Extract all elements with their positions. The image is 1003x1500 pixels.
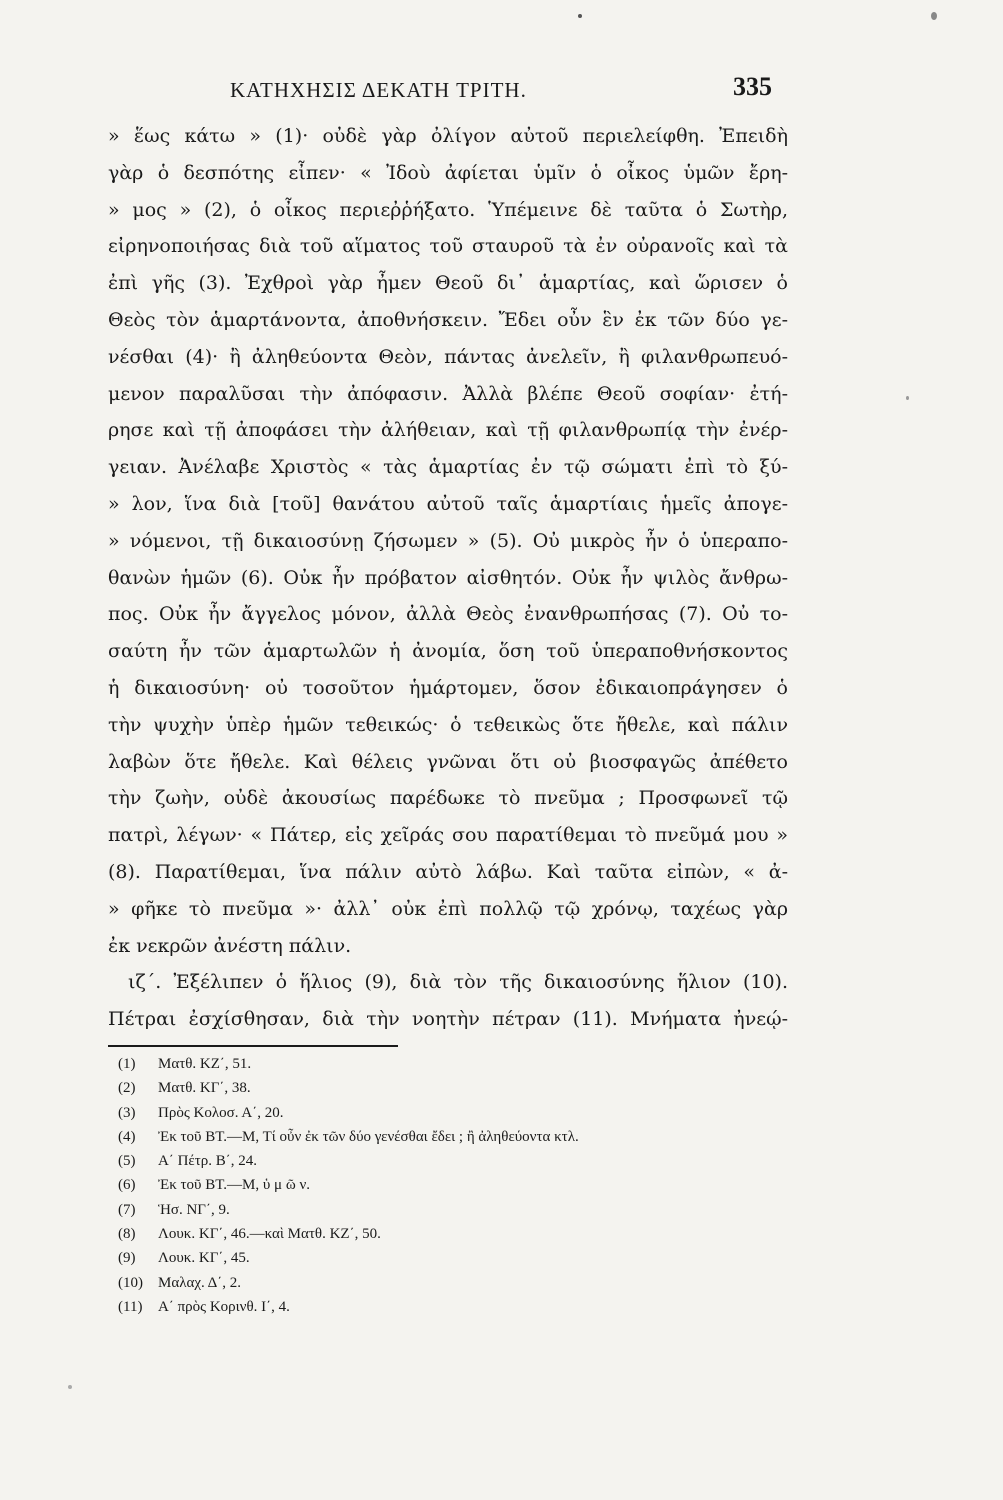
text-line: πος. Οὐκ ἦν ἄγγελος μόνον, ἀλλὰ Θεὸς ἐνανθρωπήσας (7). Οὐ το-: [108, 603, 788, 626]
text-line: εἰρηνοποιήσας διὰ τοῦ αἵματος τοῦ σταυροῦ τὰ ἐν οὐρανοῖς καὶ τὰ: [108, 235, 788, 258]
footnote-number: (7): [118, 1201, 136, 1218]
text-line: τὴν ψυχὴν ὑπὲρ ἡμῶν τεθεικώς· ὁ τεθεικὼς ὅτε ἤθελε, καὶ πάλιν: [108, 713, 788, 736]
footnote: [118, 1198, 778, 1222]
footnote: [118, 1271, 778, 1295]
footnote: [118, 1149, 778, 1173]
text-line: » μος » (2), ὁ οἶκος περιεῤῥήξατο. Ὑπέμεινε δὲ ταῦτα ὁ Σωτὴρ,: [108, 198, 788, 221]
footnote-text: Λουκ. ΚΓ΄, 46.—καὶ Ματθ. ΚΖ΄, 50.: [158, 1226, 381, 1243]
footnote-number: (6): [118, 1177, 136, 1194]
text-line: » νόμενοι, τῇ δικαιοσύνῃ ζήσωμεν » (5). Οὐ μικρὸς ἦν ὁ ὑπεραπο-: [108, 529, 788, 552]
footnote: [118, 1101, 778, 1125]
footnote-number: (4): [118, 1128, 136, 1145]
footnote-text: Πρὸς Κολοσ. Α΄, 20.: [158, 1104, 284, 1121]
footnote-text: Ἐκ τοῦ ΒΤ.—Μ, Τί οὖν ἐκ τῶν δύο γενέσθαι ἔδει ; ἢ ἀληθεύοντα κτλ.: [158, 1128, 579, 1145]
footnote-number: (5): [118, 1153, 136, 1170]
footnote-text: Ματθ. ΚΓ΄, 38.: [158, 1080, 251, 1097]
text-line: γὰρ ὁ δεσπότης εἶπεν· « Ἰδοὺ ἀφίεται ὑμῖν ὁ οἶκος ὑμῶν ἔρη-: [108, 161, 788, 184]
footnote-text: Ἐκ τοῦ ΒΤ.—Μ, ὑ μ ῶ ν.: [158, 1177, 310, 1194]
text-line: » φῆκε τὸ πνεῦμα »· ἀλλ᾽ οὐκ ἐπὶ πολλῷ τῷ χρόνῳ, ταχέως γὰρ: [108, 897, 788, 920]
footnote: [118, 1125, 778, 1149]
footnote-number: (1): [118, 1056, 136, 1072]
footnote: [118, 1173, 778, 1197]
footnote-text: Ἡσ. ΝΓ΄, 9.: [158, 1201, 230, 1218]
print-speck: [578, 14, 582, 18]
text-line: ἐπὶ γῆς (3). Ἐχθροὶ γὰρ ἦμεν Θεοῦ δι᾽ ἁμαρτίας, καὶ ὥρισεν ὁ: [108, 272, 788, 295]
print-speck: [906, 396, 909, 400]
footnote-text: Λουκ. ΚΓ΄, 45.: [158, 1250, 250, 1267]
footnote: [118, 1076, 778, 1100]
text-line: ἡ δικαιοσύνη· οὐ τοσοῦτον ἡμάρτομεν, ὅσον ἐδικαιοπράγησεν ὁ: [108, 676, 788, 699]
footnote-text: Ματθ. ΚΖ΄, 51.: [158, 1056, 252, 1072]
body-text: [108, 118, 788, 1038]
text-line: γειαν. Ἀνέλαβε Χριστὸς « τὰς ἁμαρτίας ἐν τῷ σώματι ἐπὶ τὸ ξύ-: [108, 456, 788, 479]
text-line: πατρὶ, λέγων· « Πάτερ, εἰς χεῖράς σου παρατίθεμαι τὸ πνεῦμά μου »: [108, 824, 788, 847]
text-line: Πέτραι ἐσχίσθησαν, διὰ τὴν νοητὴν πέτραν (11). Μνήματα ἠνεῴ-: [108, 1008, 788, 1031]
footnote-text: Μαλαχ. Δ΄, 2.: [158, 1274, 242, 1291]
text-line: μενον παραλῦσαι τὴν ἀπόφασιν. Ἀλλὰ βλέπε Θεοῦ σοφίαν· ἐτή-: [108, 382, 788, 405]
text-line: νέσθαι (4)· ἢ ἀληθεύοντα Θεὸν, πάντας ἀνελεῖν, ἢ φιλανθρωπευό-: [108, 345, 788, 368]
page-header: [110, 70, 780, 110]
footnotes: [118, 1052, 778, 1319]
running-title: ΚΑΤΗΧΗΣΙΣ ΔΕΚΑΤΗ ΤΡΙΤΗ.: [230, 78, 527, 102]
text-line: σαύτη ἦν τῶν ἁμαρτωλῶν ἡ ἀνομία, ὅση τοῦ ὑπεραποθνήσκοντος: [108, 640, 788, 663]
footnote-number: (10): [118, 1274, 143, 1291]
footnote: [118, 1246, 778, 1270]
text-line: λαβὼν ὅτε ἤθελε. Καὶ θέλεις γνῶναι ὅτι οὐ βιοσφαγῶς ἀπέθετο: [108, 750, 788, 773]
text-line: τὴν ζωὴν, οὐδὲ ἀκουσίως παρέδωκε τὸ πνεῦμα ; Προσφωνεῖ τῷ: [108, 787, 788, 810]
footnote-number: (9): [118, 1250, 136, 1267]
footnote: [118, 1295, 778, 1319]
footnote-number: (2): [118, 1080, 136, 1097]
text-line-section-start: ιζ΄. Ἐξέλιπεν ὁ ἥλιος (9), διὰ τὸν τῆς δικαιοσύνης ἥλιον (10).: [128, 971, 788, 994]
footnote-text: Α΄ Πέτρ. Β΄, 24.: [158, 1153, 257, 1170]
footnote-number: (11): [118, 1298, 143, 1315]
text-line: (8). Παρατίθεμαι, ἵνα πάλιν αὐτὸ λάβω. Καὶ ταῦτα εἰπὼν, « ἀ-: [108, 860, 788, 883]
footnote: [118, 1222, 778, 1246]
text-line: Θεὸς τὸν ἁμαρτάνοντα, ἀποθνήσκειν. Ἔδει οὖν ἓν ἐκ τῶν δύο γε-: [108, 308, 788, 331]
page-number: 335: [733, 72, 772, 101]
footnote: [118, 1052, 778, 1076]
text-line: » λον, ἵνα διὰ [τοῦ] θανάτου αὐτοῦ ταῖς ἁμαρτίαις ἡμεῖς ἀπογε-: [108, 492, 788, 515]
footnote-number: (3): [118, 1104, 136, 1121]
footnote-text: Α΄ πρὸς Κορινθ. Ι΄, 4.: [158, 1298, 290, 1315]
print-speck: [68, 1385, 72, 1389]
print-speck: [931, 12, 937, 20]
text-line-paragraph-end: ἐκ νεκρῶν ἀνέστη πάλιν.: [108, 934, 352, 957]
footnote-divider: [108, 1045, 398, 1047]
text-line: » ἕως κάτω » (1)· οὐδὲ γὰρ ὀλίγον αὐτοῦ περιελείφθη. Ἐπειδὴ: [108, 125, 788, 147]
text-line: ρησε καὶ τῇ ἀποφάσει τὴν ἀλήθειαν, καὶ τῇ φιλανθρωπίᾳ τὴν ἐνέρ-: [108, 419, 788, 442]
footnote-number: (8): [118, 1226, 136, 1243]
text-line: θανὼν ἡμῶν (6). Οὐκ ἦν πρόβατον αἰσθητόν. Οὐκ ἦν ψιλὸς ἄνθρω-: [108, 566, 788, 589]
